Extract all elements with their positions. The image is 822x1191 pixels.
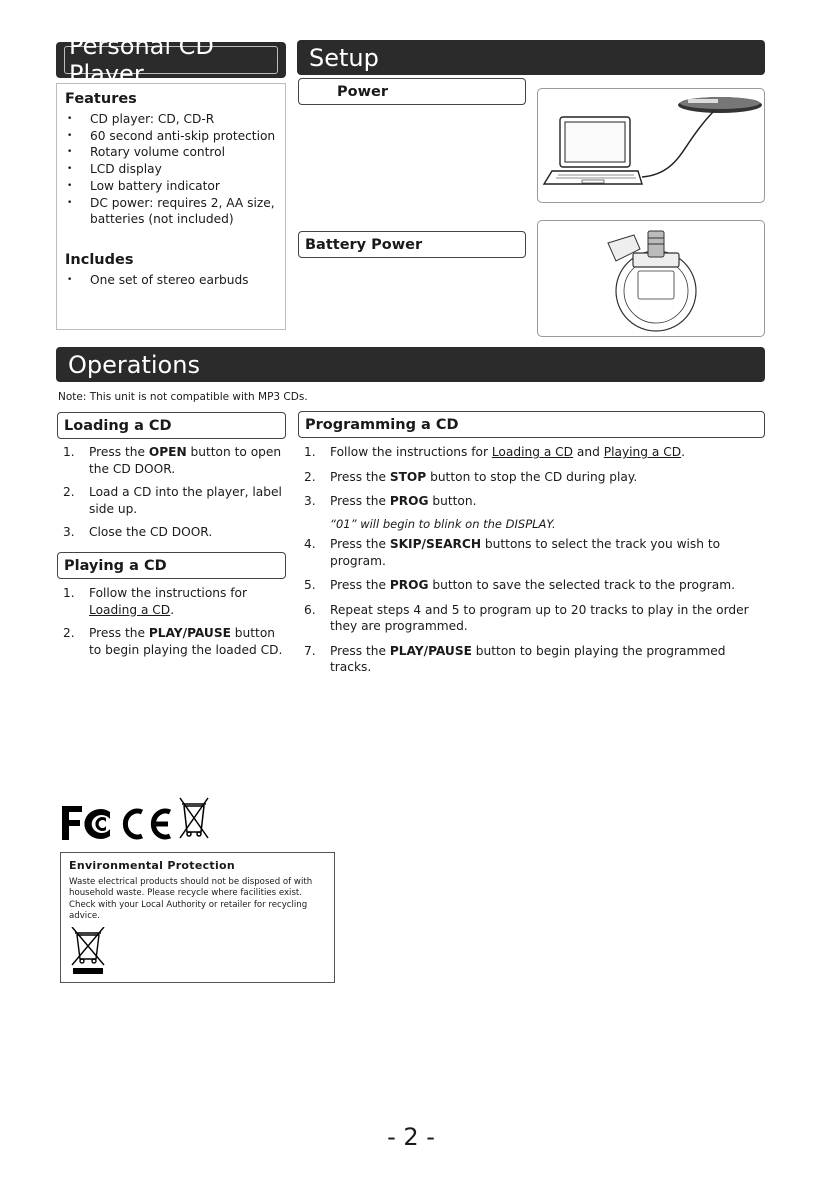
includes-list <box>65 272 277 289</box>
setup-title: Setup <box>309 43 379 72</box>
features-list <box>65 111 277 228</box>
cable <box>642 111 714 177</box>
battery-install-illustration <box>538 221 764 336</box>
cd-player-bottom-icon <box>616 251 696 331</box>
list-item: • 60 second anti-skip protection <box>65 128 277 145</box>
battery-power-heading <box>298 231 526 258</box>
list-item: • Rotary volume control <box>65 144 277 161</box>
weee-bin-icon <box>180 798 208 838</box>
features-heading: Features <box>65 91 137 107</box>
programming-steps <box>304 444 759 676</box>
list-item: • DC power: requires 2, AA size, batteries (not included) <box>65 195 277 228</box>
loading-heading <box>57 412 286 439</box>
ce-mark-icon <box>125 811 170 837</box>
power-label: Power <box>337 83 388 100</box>
playing-a-cd-link[interactable]: Playing a CD <box>603 445 682 459</box>
programming-heading <box>298 411 765 438</box>
setup-title-band <box>297 40 765 75</box>
environmental-text: Waste electrical products should not be disposed of with household waste. Please recycle where facilities exist. Check with your Local Authority or retailer for recycling advice. <box>69 877 313 922</box>
list-item: 4. Press the SKIP/SEARCH buttons to select the track you wish to program. <box>304 537 721 568</box>
laptop-icon <box>544 117 642 184</box>
list-item: • LCD display <box>65 161 277 178</box>
page-number: - 2 - <box>387 1123 435 1151</box>
fcc-logo-icon <box>62 806 110 840</box>
list-item: • Low battery indicator <box>65 178 277 195</box>
programming-heading-label: Programming a CD <box>305 416 459 433</box>
list-item: • CD player: CD, CD-R <box>65 111 277 128</box>
operations-title-band <box>56 347 765 382</box>
includes-heading: Includes <box>65 251 134 268</box>
compliance-logos <box>60 796 220 846</box>
loading-a-cd-link[interactable]: Loading a CD <box>491 445 574 459</box>
list-item: 2. Load a CD into the player, label side up. <box>63 485 282 516</box>
environmental-heading: Environmental Protection <box>69 859 236 872</box>
list-item: 7. Press the PLAY/PAUSE button to begin playing the programmed tracks. <box>304 643 726 674</box>
laptop-cd-player-illustration <box>538 89 764 202</box>
list-item: • One set of stereo earbuds <box>65 272 277 289</box>
cd-player-icon <box>678 97 762 113</box>
loading-steps <box>63 444 283 541</box>
loading-a-cd-link[interactable]: Loading a CD <box>89 602 171 617</box>
list-item: 3. Press the PROG button. <box>304 494 477 508</box>
list-item: 1. Press the OPEN button to open the CD DOOR. <box>63 445 282 476</box>
weee-bin-icon <box>69 927 109 975</box>
product-title-band <box>56 32 286 88</box>
playing-heading-label: Playing a CD <box>64 557 167 574</box>
battery-icon <box>648 231 664 257</box>
playing-steps <box>63 585 283 658</box>
list-item: 1. Follow the instructions for Loading a CD and Playing a CD. <box>304 445 685 459</box>
power-heading <box>298 78 526 105</box>
blink-note: “01” will begin to blink on the DISPLAY. <box>330 516 556 531</box>
battery-illustration-frame <box>537 220 765 337</box>
list-item: 2. Press the STOP button to stop the CD during play. <box>304 469 638 484</box>
features-box <box>56 83 286 330</box>
list-item: 1. Follow the instructions for Loading a CD. <box>63 586 247 617</box>
list-item: 6. Repeat steps 4 and 5 to program up to 20 tracks to play in the order they are programmed. <box>304 602 749 633</box>
list-item: 3. Close the CD DOOR. <box>63 525 213 539</box>
loading-heading-label: Loading a CD <box>64 417 172 434</box>
power-illustration-frame <box>537 88 765 203</box>
mp3-note: Note: This unit is not compatible with MP3 CDs. <box>58 391 308 403</box>
list-item: 2. Press the PLAY/PAUSE button to begin playing the loaded CD. <box>63 626 283 657</box>
battery-power-label: Battery Power <box>305 236 423 253</box>
environmental-protection-box <box>60 852 335 983</box>
playing-heading <box>57 552 286 579</box>
operations-title: Operations <box>68 350 200 379</box>
product-title: Personal CD Player <box>64 46 278 74</box>
list-item: 5. Press the PROG button to save the selected track to the program. <box>304 578 735 592</box>
